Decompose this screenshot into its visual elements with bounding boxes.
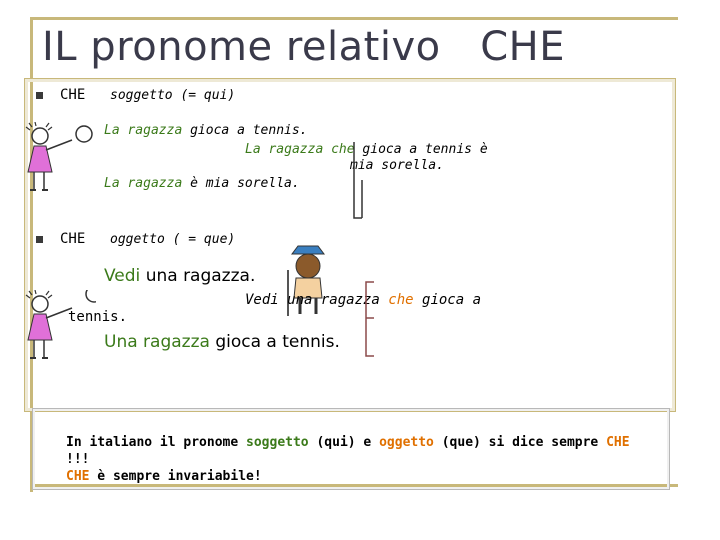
section2-desc: oggetto ( = que) (110, 232, 236, 247)
s1-combined-line2: mia sorella. (350, 158, 444, 173)
girl-tennis-icon (24, 122, 96, 196)
boy-racket-icon (278, 240, 338, 320)
s1-sentence1: La ragazza gioca a tennis. (104, 123, 308, 138)
section2-label: CHE (60, 231, 86, 247)
s1-sentence2: La ragazza è mia sorella. (104, 176, 300, 191)
s2-sentence2: Una ragazza gioca a tennis. (104, 332, 340, 352)
s2-combined-line2: tennis. (68, 309, 128, 325)
bracket-2 (364, 280, 378, 358)
section1-label: CHE (60, 87, 86, 103)
s1-combined: La ragazza che gioca a tennis è (245, 142, 488, 157)
section1-desc: soggetto (= qui) (110, 88, 236, 103)
title-che: CHE (480, 24, 566, 70)
page-title (42, 24, 565, 70)
bullet-icon (36, 236, 43, 243)
girl-tennis-icon (24, 290, 96, 364)
title-main: IL pronome relativo (42, 24, 441, 70)
note-text: In italiano il pronome soggetto (qui) e oggetto (que) si dice sempre CHE !!! CHE è sempre invariabile! (66, 435, 630, 484)
bracket-1 (352, 140, 366, 220)
frame-top-line (30, 17, 678, 20)
bullet-icon (36, 92, 43, 99)
s2-sentence1: Vedi una ragazza. (104, 266, 256, 286)
s2-combined: Vedi una ragazza che gioca a (245, 292, 482, 308)
